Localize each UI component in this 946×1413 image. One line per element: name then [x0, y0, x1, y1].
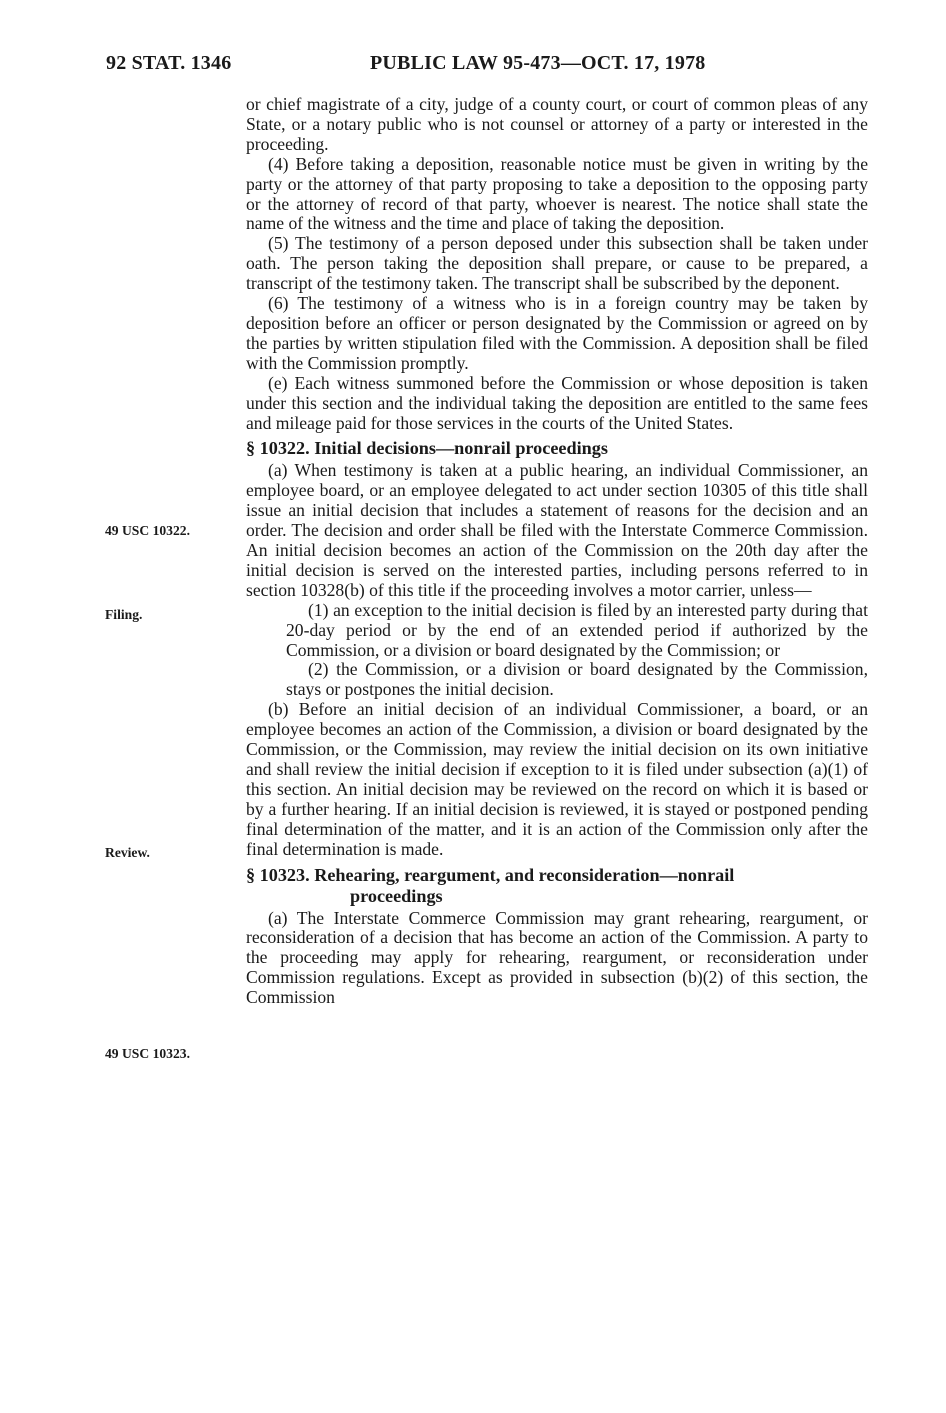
stat-page-number: 92 STAT. 1346 [106, 52, 232, 74]
paragraph-fees: (e) Each witness summoned before the Commission or whose deposition is taken under this section and the individual taking the deposition are entitled to the same fees and mileage paid for those services in the courts of the United States. [246, 372, 868, 433]
section-heading-10323 [246, 865, 868, 907]
section-heading-10323-line2: proceedings [350, 885, 443, 906]
margin-note-usc-10322: 49 USC 10322. [105, 523, 190, 538]
paragraph-rehearing: (a) The Interstate Commerce Commission may grant rehearing, reargument, or reconsideration of a decision that has become an action of the Commission. A party to the proceeding may apply for rehearing, reargument, or reconsideration under Commission regulations. Except as provided in subsection (b)(2) of this section, the Commission [246, 907, 868, 1008]
paragraph-stay: (2) the Commission, or a division or board designated by the Commission, stays or postpones the initial decision. [286, 659, 868, 700]
margin-note-review: Review. [105, 845, 150, 860]
margin-note-usc-10323: 49 USC 10323. [105, 1046, 190, 1061]
paragraph-review: (b) Before an initial decision of an individual Commissioner, a board, or an employee becomes an action of the Commission, a division or board designated by the Commission, or the Commission, may review the initial decision on its own initiative and shall review the initial decision if exception to it is filed under subsection (a)(1) of this section. An initial decision may be reviewed on the record on which it is based or by a further hearing. If an initial decision is reviewed, it is stayed or postponed pending final determination of the matter, and it is an action of the Commission only after the final determination is made. [246, 699, 868, 859]
paragraph-oath: (5) The testimony of a person deposed under this subsection shall be taken under oath. The person taking the deposition shall prepare, or cause to be prepared, a transcript of the testimony taken. The transcript shall be subscribed by the deponent. [246, 233, 868, 294]
section-heading-10323-line1: § 10323. Rehearing, reargument, and reconsideration—nonrail [246, 864, 735, 885]
running-title: PUBLIC LAW 95-473—OCT. 17, 1978 [370, 52, 706, 74]
margin-note-filing: Filing. [105, 607, 143, 622]
paragraph-initial-decision: (a) When testimony is taken at a public hearing, an individual Commissioner, an employee board, or an employee delegated to act under section 10305 of this title shall issue an initial decision that includes a statement of reasons for the decision and an order. The decision and order shall be filed with the Interstate Commerce Commission. An initial decision becomes an action of the Commission on the 20th day after the initial decision is served on the interested parties, including persons referred to in section 10328(b) of this title if the proceeding involves a motor carrier, unless— [246, 460, 868, 600]
paragraph-continuation: or chief magistrate of a city, judge of a county court, or court of common pleas of any State, or a notary public who is not counsel or attorney of a party or interested in the proceeding. [246, 94, 868, 154]
paragraph-exception: (1) an exception to the initial decision is filed by an interested party during that 20-day period or by the end of an extended period if authorized by the Commission, or a division or board designated by the Commission; or [286, 599, 868, 660]
section-heading-10322: § 10322. Initial decisions—nonrail proceedings [246, 438, 608, 459]
statute-text [246, 95, 868, 1008]
paragraph-foreign-witness: (6) The testimony of a witness who is in a foreign country may be taken by deposition before an officer or person designated by the Commission or agreed on by the parties by written stipulation filed with the Commission. A deposition shall be filed with the Commission promptly. [246, 293, 868, 373]
paragraph-notice: (4) Before taking a deposition, reasonable notice must be given in writing by the party or the attorney of that party proposing to take a deposition to the opposing party or the attorney of record of that party, whoever is nearest. The notice shall state the name of the witness and the time and place of taking the deposition. [246, 153, 868, 234]
